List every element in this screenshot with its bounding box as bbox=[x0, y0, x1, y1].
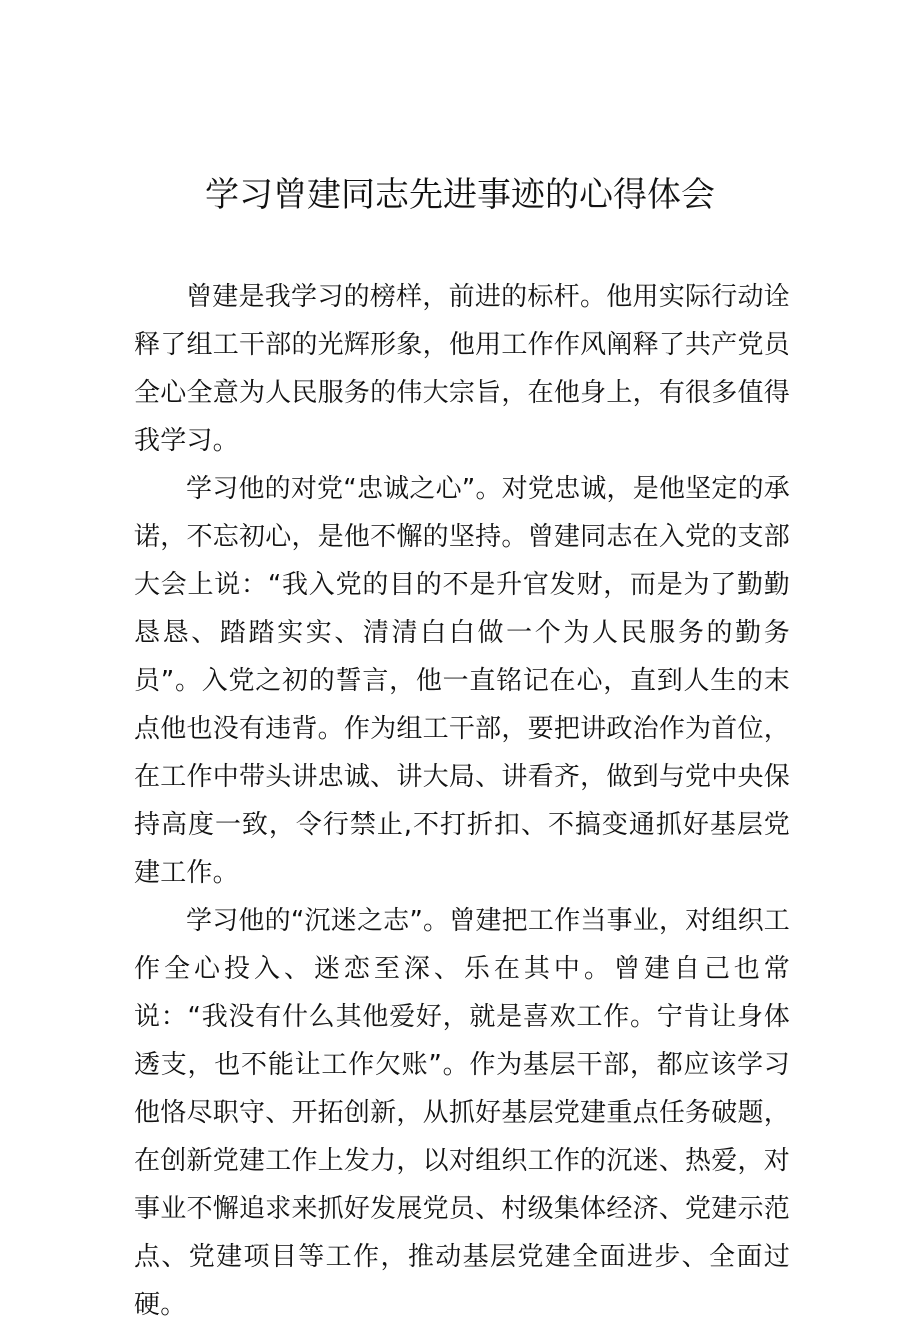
document-title: 学习曾建同志先进事迹的心得体会 bbox=[205, 175, 715, 215]
paragraph-loyalty: 学习他的对党“忠诚之心”。对党忠诚，是他坚定的承诺，不忘初心，是他不懈的坚持。曾建同志在入党的支部大会上说：“我入党的目的不是升官发财，而是为了勤勤恳恳、踏踏实实、清清白白做一个为人民服务的勤务员”。入党之初的誓言，他一直铭记在心，直到人生的末点他也没有违背。作为组工干部，要把讲政治作为首位，在工作中带头讲忠诚、讲大局、讲看齐，做到与党中央保持高度一致，令行禁止,不打折扣、不搞变通抓好基层党建工作。 bbox=[134, 474, 790, 888]
document-body bbox=[134, 273, 790, 1329]
paragraph-dedication: 学习他的“沉迷之志”。曾建把工作当事业，对组织工作全心投入、迷恋至深、乐在其中。曾建自己也常说：“我没有什么其他爱好，就是喜欢工作。宁肯让身体透支，也不能让工作欠账”。作为基层干部，都应该学习他恪尽职守、开拓创新，从抓好基层党建重点任务破题，在创新党建工作上发力，以对组织工作的沉迷、热爱，对事业不懈追求来抓好发展党员、村级集体经济、党建示范点、党建项目等工作，推动基层党建全面进步、全面过硬。 bbox=[134, 906, 790, 1320]
paragraph-intro: 曾建是我学习的榜样，前进的标杆。他用实际行动诠释了组工干部的光辉形象，他用工作作风阐释了共产党员全心全意为人民服务的伟大宗旨，在他身上，有很多值得我学习。 bbox=[134, 282, 790, 456]
